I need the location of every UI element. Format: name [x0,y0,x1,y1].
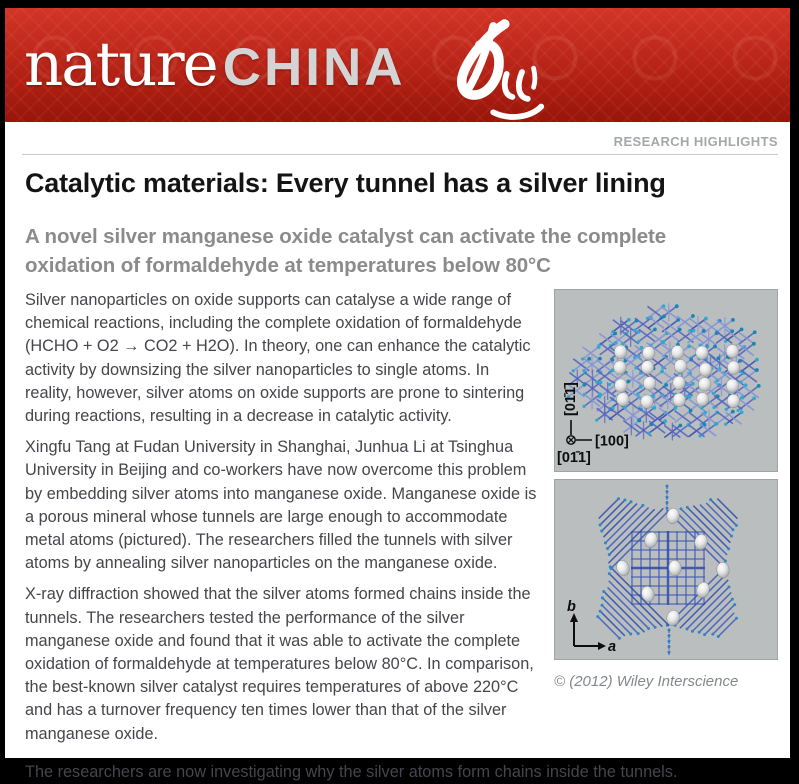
right-arrow-icon [598,642,606,650]
content-columns [25,289,778,754]
text-column [25,289,538,754]
article-title: Catalytic materials: Every tunnel has a silver lining [25,168,666,198]
nature-logo: nature [24,29,217,100]
axis-label-b: b [567,599,576,615]
article-subtitle: A novel silver manganese oxide catalyst can activate the complete oxidation of formaldehyde at temperatures below 80°C [25,225,667,277]
closing-paragraph: The researchers are now investigating why the silver atoms form chains inside the tunnels. [25,762,678,781]
header-divider [22,154,778,155]
figure-panel-tunnel-view [554,479,778,660]
research-highlights-label: RESEARCH HIGHLIGHTS [613,134,778,149]
china-logo: CHINA [222,38,406,97]
figure-caption: © (2012) Wiley Interscience [554,673,739,690]
axis-label-100: [100] [595,433,629,450]
nature-china-banner [5,8,790,122]
paragraph-2: Xingfu Tang at Fudan University in Shanghai, Junhua Li at Tsinghua University in Beijing and co-workers have now overcome this problem by embedding silver atoms into manganese oxide. Manganese oxide is a porous mineral whose tunnels are large enough to accommodate metal atoms (pictured). The researchers filled the tunnels with silver atoms by annealing silver nanoparticles on the manganese oxide. [25,438,537,573]
paragraph-3: X-ray diffraction showed that the silver atoms formed chains inside the tunnels. The researchers tested the performance of the silver manganese oxide and found that it was able to activate the complete oxidation of formaldehyde at temperatures below 80°C. In comparison, the best-known silver catalyst requires temperatures of above 220°C and has a turnover frequency ten times lower than that of the silver manganese oxide. [25,585,534,743]
axis-label-011: [01̄1] [557,450,591,466]
paragraph-1: Silver nanoparticles on oxide supports can catalyse a wide range of chemical reactions, including the complete oxidation of formaldehyde (HCHO + O2 → CO2 + H2O). In theory, one can enhance the catalytic activity by downsizing the silver nanoparticles to single atoms. In reality, however, silver atoms on oxide supports are prone to sintering during reactions, resulting in a decrease in catalytic activity. [25,291,531,426]
ziran-calligraphy-icon [451,20,547,124]
axis-label-a: a [608,639,617,655]
page [5,8,790,781]
article-body [5,134,790,784]
figure-panel-side-view [554,289,778,472]
crystal-structure-figure [554,289,778,691]
axis-label-vertical: [01̄1̄] [563,382,579,416]
